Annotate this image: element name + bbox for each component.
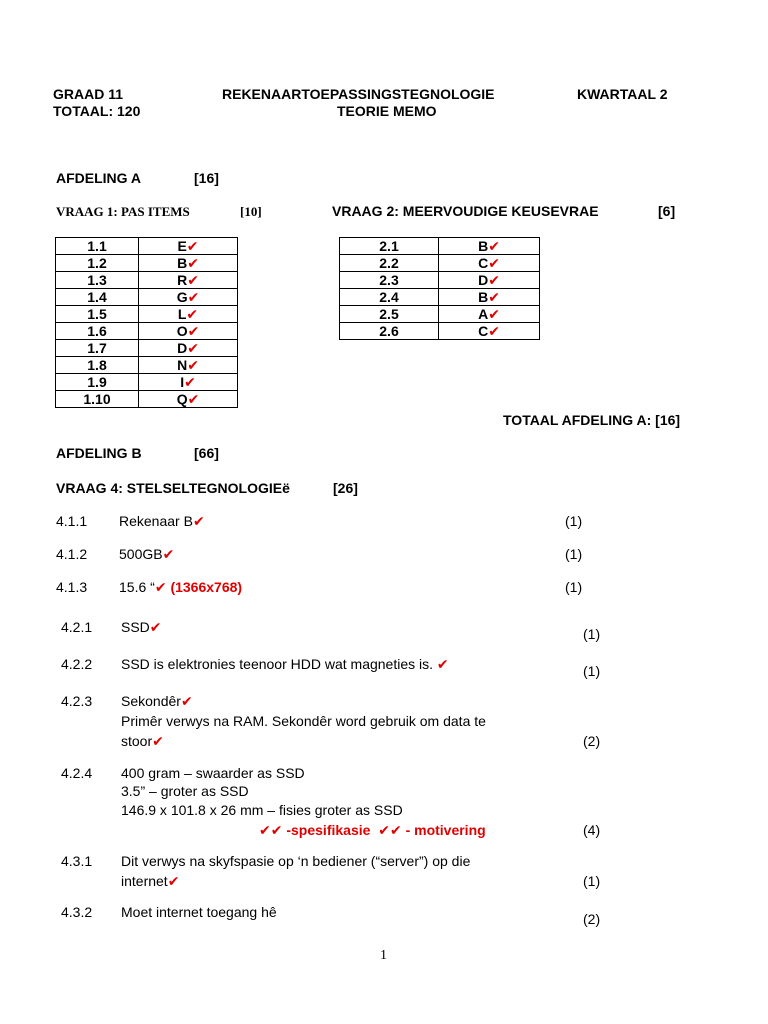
question-4-2-4-number: 4.2.4 — [61, 765, 93, 781]
question-4-1-2-answer: 500GB✔ — [119, 546, 175, 562]
question-number-cell: 2.1 — [340, 238, 439, 255]
answer-row — [56, 238, 238, 255]
answer-letter: R — [177, 272, 188, 288]
document-type: TEORIE MEMO — [337, 103, 437, 119]
question-4-2-3-mark: (2) — [583, 733, 601, 749]
checkmark-icon: ✔ — [488, 238, 500, 254]
question-4-2-4-line-1: 400 gram – swaarder as SSD — [121, 765, 305, 781]
answer-cell — [139, 289, 238, 306]
question-number-cell: 2.4 — [340, 289, 439, 306]
question-4-1-2-number: 4.1.2 — [56, 546, 88, 562]
question-4-title: VRAAG 4: STELSELTEGNOLOGIEë — [56, 480, 290, 496]
checkmark-icon: ✔ — [186, 238, 199, 254]
question-4-1-1-answer: Rekenaar B✔ — [119, 513, 205, 529]
question-4-1-1-number: 4.1.1 — [56, 513, 88, 529]
answer-row — [340, 306, 540, 323]
answer-row — [340, 238, 540, 255]
answer-cell — [139, 272, 238, 289]
question-4-3-1-line-1: Dit verwys na skyfspasie op ‘n bediener (“server”) op die — [121, 853, 471, 869]
checkmark-icon: ✔ — [389, 822, 402, 838]
page-number: 1 — [380, 948, 387, 963]
question-4-3-1-line-2: internet✔ — [121, 873, 180, 889]
answer-cell — [439, 238, 540, 255]
question-4-3-2-mark: (2) — [583, 911, 601, 927]
answer-row — [340, 272, 540, 289]
checkmark-icon: ✔ — [184, 374, 196, 390]
question-4-2-4-marking-note: ✔✔ -spesifikasie ✔✔ - motivering — [259, 822, 486, 838]
question-number-cell: 2.5 — [340, 306, 439, 323]
checkmark-icon: ✔ — [154, 579, 167, 595]
answer-letter: C — [478, 323, 489, 339]
answer-cell — [139, 357, 238, 374]
answer-cell — [139, 374, 238, 391]
checkmark-icon: ✔ — [180, 693, 193, 709]
answer-letter: I — [180, 374, 185, 390]
question-4-2-2-answer: SSD is elektronies teenoor HDD wat magneties is. ✔ — [121, 656, 449, 672]
question-4-2-2-mark: (1) — [583, 663, 601, 679]
checkmark-icon: ✔ — [149, 619, 162, 635]
answer-letter: G — [176, 289, 188, 305]
answer-cell — [139, 255, 238, 272]
question-number-cell: 1.3 — [56, 272, 139, 289]
checkmark-icon: ✔ — [167, 873, 180, 889]
answer-letter: N — [177, 357, 188, 373]
checkmark-icon: ✔ — [186, 306, 199, 322]
checkmark-icon: ✔ — [270, 822, 283, 838]
answer-row — [56, 340, 238, 357]
answer-row — [56, 374, 238, 391]
checkmark-icon: ✔ — [187, 357, 199, 373]
question-number-cell: 2.6 — [340, 323, 439, 340]
section-a-marks: [16] — [194, 170, 219, 186]
section-b-title: AFDELING B — [56, 445, 142, 461]
checkmark-icon: ✔ — [187, 289, 200, 305]
answer-letter: L — [177, 306, 187, 322]
answer-cell — [439, 289, 540, 306]
checkmark-icon: ✔ — [488, 272, 500, 288]
question-4-3-1-mark: (1) — [583, 873, 601, 889]
checkmark-icon: ✔ — [187, 340, 199, 356]
answer-row — [56, 323, 238, 340]
answer-cell — [439, 255, 540, 272]
section-b-marks: [66] — [194, 445, 219, 461]
answer-row — [340, 323, 540, 340]
answer-row — [340, 255, 540, 272]
question-4-1-3-mark: (1) — [565, 579, 583, 595]
checkmark-icon: ✔ — [187, 272, 199, 288]
question-4-marks: [26] — [333, 480, 358, 496]
answer-letter: B — [177, 255, 188, 271]
answer-row — [56, 357, 238, 374]
question-4-2-4-line-2: 3.5” – groter as SSD — [121, 783, 249, 799]
answer-cell — [139, 391, 238, 408]
question-4-1-1-mark: (1) — [565, 513, 583, 529]
section-a-total: TOTAAL AFDELING A: [16] — [503, 412, 681, 428]
question-4-2-3-number: 4.2.3 — [61, 693, 93, 709]
term-label: KWARTAAL 2 — [577, 86, 668, 102]
question-1-answer-table — [55, 237, 238, 408]
subject-title: REKENAARTOEPASSINGSTEGNOLOGIE — [222, 86, 495, 102]
question-4-3-2-answer: Moet internet toegang hê — [121, 904, 277, 920]
answer-cell — [139, 340, 238, 357]
answer-letter: Q — [176, 391, 188, 407]
answer-cell — [139, 238, 238, 255]
answer-letter: B — [478, 289, 489, 305]
question-4-2-1-answer: SSD✔ — [121, 619, 162, 635]
question-number-cell: 1.1 — [56, 238, 139, 255]
total-label: TOTAAL: 120 — [53, 103, 141, 119]
question-number-cell: 1.9 — [56, 374, 139, 391]
question-4-2-3-line-3: stoor✔ — [121, 733, 164, 749]
answer-letter: E — [177, 238, 187, 254]
question-4-2-3-line-2: Primêr verwys na RAM. Sekondêr word gebruik om data te — [121, 713, 486, 729]
checkmark-icon: ✔ — [162, 546, 175, 562]
checkmark-icon: ✔ — [488, 306, 500, 322]
checkmark-icon: ✔ — [378, 822, 390, 838]
question-4-2-4-mark: (4) — [583, 822, 601, 838]
answer-cell — [439, 306, 540, 323]
question-number-cell: 1.8 — [56, 357, 139, 374]
answer-letter: O — [176, 323, 188, 339]
question-2-marks: [6] — [658, 203, 676, 219]
question-number-cell: 1.7 — [56, 340, 139, 357]
answer-row — [56, 289, 238, 306]
question-number-cell: 1.5 — [56, 306, 139, 323]
question-4-2-4-line-3: 146.9 x 101.8 x 26 mm – fisies groter as SSD — [121, 802, 403, 818]
checkmark-icon: ✔ — [187, 255, 199, 271]
question-4-1-3-answer: 15.6 “✔ (1366x768) — [119, 579, 243, 595]
question-4-2-3-line-1: Sekondêr✔ — [121, 693, 193, 709]
checkmark-icon: ✔ — [259, 822, 271, 838]
checkmark-icon: ✔ — [436, 656, 449, 672]
question-1-marks: [10] — [240, 204, 262, 219]
question-4-2-1-mark: (1) — [583, 626, 601, 642]
question-2-answer-table — [339, 237, 540, 340]
answer-cell — [139, 323, 238, 340]
question-4-3-1-number: 4.3.1 — [61, 853, 93, 869]
answer-cell — [139, 306, 238, 323]
answer-letter: C — [478, 255, 489, 271]
question-4-1-3-number: 4.1.3 — [56, 579, 88, 595]
grade-label: GRAAD 11 — [53, 86, 124, 102]
answer-row — [56, 391, 238, 408]
answer-cell — [439, 323, 540, 340]
question-number-cell: 1.4 — [56, 289, 139, 306]
answer-row — [340, 289, 540, 306]
answer-letter: D — [478, 272, 489, 288]
question-1-title: VRAAG 1: PAS ITEMS — [56, 204, 190, 219]
checkmark-icon: ✔ — [187, 391, 200, 407]
checkmark-icon: ✔ — [488, 289, 500, 305]
answer-letter: B — [478, 238, 489, 254]
question-number-cell: 1.6 — [56, 323, 139, 340]
checkmark-icon: ✔ — [187, 323, 200, 339]
answer-row — [56, 306, 238, 323]
answer-cell — [439, 272, 540, 289]
answer-letter: A — [478, 306, 489, 322]
answer-row — [56, 272, 238, 289]
question-4-2-2-number: 4.2.2 — [61, 656, 93, 672]
question-number-cell: 1.10 — [56, 391, 139, 408]
checkmark-icon: ✔ — [488, 255, 500, 271]
question-4-1-2-mark: (1) — [565, 546, 583, 562]
question-number-cell: 2.2 — [340, 255, 439, 272]
answer-letter: D — [177, 340, 188, 356]
checkmark-icon: ✔ — [152, 733, 164, 749]
checkmark-icon: ✔ — [488, 323, 500, 339]
question-4-2-1-number: 4.2.1 — [61, 619, 93, 635]
section-a-title: AFDELING A — [56, 170, 142, 186]
question-number-cell: 2.3 — [340, 272, 439, 289]
answer-row — [56, 255, 238, 272]
question-number-cell: 1.2 — [56, 255, 139, 272]
question-2-title: VRAAG 2: MEERVOUDIGE KEUSEVRAE — [332, 203, 599, 219]
checkmark-icon: ✔ — [192, 513, 205, 529]
question-4-3-2-number: 4.3.2 — [61, 904, 93, 920]
